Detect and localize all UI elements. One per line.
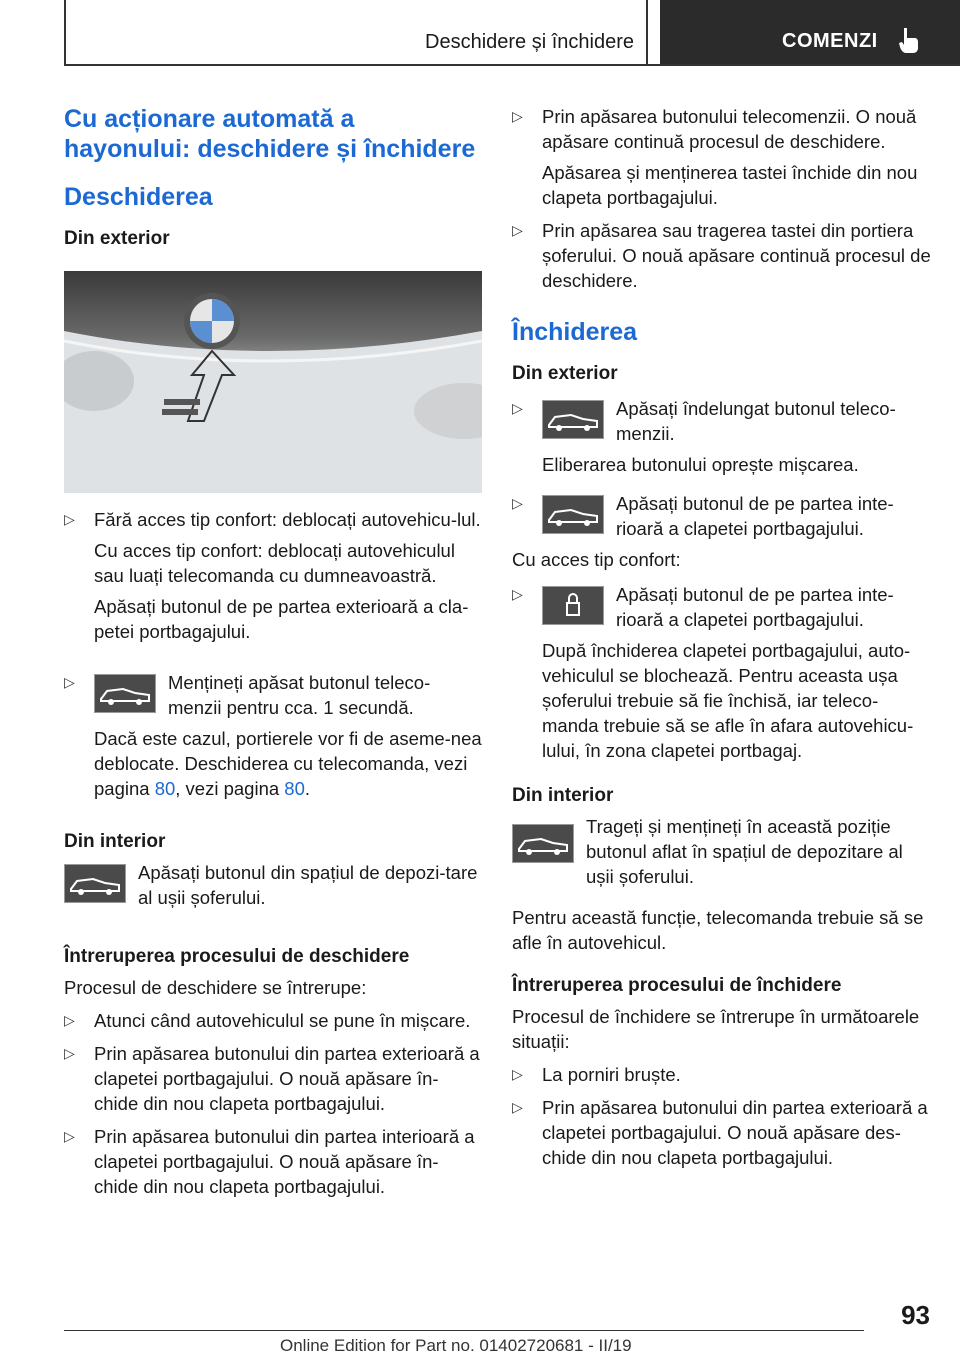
- hand-pointer-icon: [898, 26, 920, 54]
- trunk-photo: [64, 271, 482, 493]
- list-item: ▷ Atunci când autovehiculul se pune în mișcare.: [64, 1010, 471, 1031]
- triangle-bullet-icon: ▷: [512, 222, 523, 238]
- list-item: ▷ Prin apăsarea butonului din partea exterioară a clapetei portbagajului. O nouă apăsare în-chide din nou clapeta portbagajului.: [64, 1043, 480, 1114]
- triangle-bullet-icon: ▷: [512, 108, 523, 124]
- list-item: ▷ Prin apăsarea sau tragerea tastei din portiera șoferului. O nouă apăsare continuă procesul de deschidere.: [512, 220, 931, 291]
- left-column: Cu acționare automată a hayonului: deschidere și închidere Deschiderea Din exterior ▷ Fără acces tip confort: deblocați autovehicu-lul. Cu acces tip confort: deblocați autovehiculul sau luați telecomanda cu dumneavoastră. Apăsați butonul de pe partea exterioară a cla-petei portbagajului. ▷ Mențineți apăsat butonul teleco-menzii pentru cca. 1 secundă. Dacă este cazul, portierele vor fi de aseme-nea deblocate. Deschiderea cu telecomanda, vezi pagina 80, vezi pagina 80. Din interior Apăsați butonul din spațiul de depozi-tare al ușii șoferului. Întreruperea procesului de deschidere Procesul de deschidere se întrerupe: ▷ Atunci când autovehiculul se pune în mișcare. ▷ Prin apăsarea butonului din partea exterioară a clapetei portbagajului. O nouă apăsare în-chide din nou clapeta portbagajului. ▷ Prin apăsarea butonului din partea interioară a clapetei portbagajului. O nouă apăsare în-chide din nou clapeta portbagajului.: [64, 104, 482, 1199]
- triangle-bullet-icon: ▷: [64, 674, 75, 690]
- list-item: ▷ Mențineți apăsat butonul teleco-menzii pentru cca. 1 secundă. Dacă este cazul, portierele vor fi de aseme-nea deblocate. Deschiderea cu telecomanda, vezi pagina 80, vezi pagina 80.: [64, 672, 482, 799]
- page-link[interactable]: 80: [284, 778, 305, 799]
- triangle-bullet-icon: ▷: [512, 495, 523, 511]
- header-chapter: [660, 0, 960, 66]
- header-rule: [64, 64, 960, 66]
- header-section: [64, 0, 648, 64]
- list-item: ▷ Fără acces tip confort: deblocați autovehicu-lul. Cu acces tip confort: deblocați autovehiculul sau luați telecomanda cu dumneavoastră. Apăsați butonul de pe partea exterioară a cla-petei portbagajului.: [64, 509, 481, 642]
- header-chapter-label: COMENZI: [782, 30, 878, 52]
- list-item: ▷ Prin apăsarea butonului din partea exterioară a clapetei portbagajului. O nouă apăsare des-chide din nou clapeta portbagajului.: [512, 1097, 928, 1168]
- list-item: ▷ La porniri bruște.: [512, 1064, 681, 1085]
- heading-close: Închiderea: [512, 318, 638, 346]
- triangle-bullet-icon: ▷: [64, 1045, 75, 1061]
- car-trunk-icon: [542, 400, 604, 439]
- triangle-bullet-icon: ▷: [512, 1066, 523, 1082]
- page-link[interactable]: 80: [154, 778, 176, 799]
- page-number: 93: [901, 1300, 930, 1330]
- heading-open-interrupt: Întreruperea procesului de deschidere: [64, 946, 410, 967]
- car-trunk-icon: [512, 824, 574, 863]
- triangle-bullet-icon: ▷: [64, 511, 75, 527]
- list-item: ▷ Prin apăsarea butonului telecomenzii. O nouă apăsare continuă procesul de deschidere. Apăsarea și menținerea tastei închide din nou clapeta portbagajului.: [512, 106, 918, 208]
- triangle-bullet-icon: ▷: [64, 1128, 75, 1144]
- right-column: ▷ Prin apăsarea butonului telecomenzii. O nouă apăsare continuă procesul de deschidere. Apăsarea și menținerea tastei închide din nou clapeta portbagajului. ▷ Prin apăsarea sau tragerea tastei din portiera șoferului. O nouă apăsare continuă procesul de deschidere. Închiderea Din exterior ▷ Apăsați îndelungat butonul teleco-menzii. Eliberarea butonului oprește mișcarea. ▷ Apăsați butonul de pe partea inte-rioară a clapetei portbagajului. Cu acces tip confort: ▷ Apăsați butonul de pe partea inte-rioară a clapetei portbagajului. După închiderea clapetei portbagajului, auto-vehiculul se blochează. Pentru aceasta ușa șoferului trebuie să fie închisă, iar teleco-manda trebuie să se afle în afara autovehicu-lului, în zona clapetei portbagaj. Din interior Trageți și mențineți în această poziție butonul aflat în spațiul de depozitare al ușii șoferului. Pentru această funcție, telecomanda trebuie să se afle în autovehicul. Întreruperea procesului de închidere Procesul de închidere se întrerupe în următoarele situații: ▷ La porniri bruște. ▷ Prin apăsarea butonului din partea exterioară a clapetei portbagajului. O nouă apăsare des-chide din nou clapeta portbagajului.: [512, 106, 931, 1168]
- heading-close-exterior: Din exterior: [512, 363, 618, 384]
- list-item: ▷ Apăsați butonul de pe partea inte-rioară a clapetei portbagajului. După închiderea clapetei portbagajului, auto-vehiculul se blochează. Pentru aceasta ușa șoferului trebuie să fie închisă, iar teleco-manda trebuie să se afle în afara autovehicu-lului, în zona clapetei portbagaj.: [512, 584, 914, 761]
- heading-open-interior: Din interior: [64, 831, 166, 852]
- list-item: ▷ Apăsați butonul de pe partea inte-rioară a clapetei portbagajului.: [512, 493, 894, 539]
- footer-edition: Online Edition for Part no. 01402720681 - II/19: [280, 1336, 632, 1355]
- list-item: ▷ Prin apăsarea butonului din partea interioară a clapetei portbagajului. O nouă apăsare în-chide din nou clapeta portbagajului.: [64, 1126, 475, 1197]
- car-trunk-icon: [64, 864, 126, 903]
- footer-rule: [64, 1330, 864, 1331]
- heading-close-interrupt: Întreruperea procesului de închidere: [512, 975, 842, 996]
- heading-open: Deschiderea: [64, 183, 213, 211]
- heading-open-exterior: Din exterior: [64, 228, 170, 249]
- triangle-bullet-icon: ▷: [512, 1099, 523, 1115]
- heading-close-interior: Din interior: [512, 785, 614, 806]
- list-item: ▷ Apăsați îndelungat butonul teleco-menzii. Eliberarea butonului oprește mișcarea.: [512, 398, 896, 475]
- triangle-bullet-icon: ▷: [64, 1012, 75, 1028]
- page-title: Cu acționare automată a hayonului: deschidere și închidere: [64, 105, 476, 163]
- header-section-title: Deschidere și închidere: [425, 31, 634, 53]
- car-trunk-icon: [94, 674, 156, 713]
- car-trunk-icon: [542, 495, 604, 534]
- triangle-bullet-icon: ▷: [512, 586, 523, 602]
- triangle-bullet-icon: ▷: [512, 400, 523, 416]
- lock-icon: [542, 586, 604, 625]
